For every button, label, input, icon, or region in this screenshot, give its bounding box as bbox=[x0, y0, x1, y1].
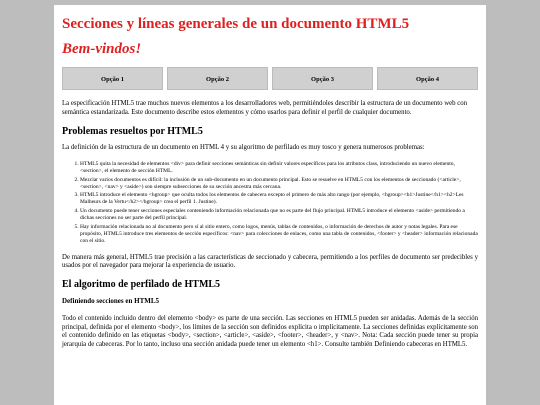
menu-option-2[interactable]: Opção 2 bbox=[167, 67, 268, 90]
menu-option-1[interactable]: Opção 1 bbox=[62, 67, 163, 90]
document-page bbox=[54, 5, 486, 405]
list-item: 3. HTML5 introduce el elemento <hgroup> que oculta todos los elementos de cabecera excepto el primero de más alto rango (por ejemplo, <hgroup><h1>Justine</h1><h2>Les Malheurs de la Vertu</h2></hgroup> crea el perfil 1. Justine). bbox=[80, 192, 478, 206]
problems-list bbox=[62, 161, 478, 245]
section-heading-algorithm: El algoritmo de perfilado de HTML5 bbox=[62, 278, 221, 290]
subsection-heading: Definiendo secciones en HTML5 bbox=[62, 296, 160, 305]
page-subtitle: Bem-vindos! bbox=[62, 41, 142, 57]
list-item: 1. HTML5 quita la necesidad de elementos <div> para definir secciones semánticas sin definir valores específicos para los atributos class, introduciendo un nuevo elemento, <section>, el elemento de sección HTML. bbox=[80, 161, 478, 175]
menu-option-3[interactable]: Opção 3 bbox=[272, 67, 373, 90]
list-item: 4. Un documento puede tener secciones especiales conteniendo información relacionada que no es parte del flujo principal. HTML5 introduce el elemento <aside> permitiendo a dichas secciones no ser parte del perfil principal. bbox=[80, 208, 478, 222]
closing-paragraph: De manera más general, HTML5 trae precisión a las características de seccionado y cabecera, permitiendo a los perfiles de documento ser predecibles y usados por el navegador para mejorar la experiencia de usuario. bbox=[62, 253, 478, 270]
list-item: 2. Mezclar varios documentos es difícil: la inclusión de un sub-documento en un documento principal. Esto se resuelve en HTML5 con los elementos de seccionado (<article>, <section>, <nav> y <aside>) son siempre subsecciones de su sección ancestra más cercana. bbox=[80, 177, 478, 191]
sections-paragraph: Todo el contenido incluido dentro del elemento <body> es parte de una sección. Las secciones en HTML5 pueden ser anidadas. Además de la sección principal, definida por el elemento <body>, los límites de la sección son definidos explícita o implícitamente. La secciones definidas explícitamente son el contenido definido en las etiquetas <body>, <section>, <article>, <aside>, <footer>, <header>, y <nav>. Nota: Cada sección puede tener su propia jerarquía de cabeceras. Por lo tanto, incluso una sección anidada puede tener un elemento <h1>. Consulte también Definiendo cabeceras en HTML5. bbox=[62, 314, 478, 348]
list-item: 5. Hay información relacionada no al documento pero sí al sitio entero, como logos, menús, tablas de contenidos, o información de derechos de autor y notas legales. Para ese propósito, HTML5 introduce tres elementos de sección específicos: <nav> para colecciones de enlaces, como una tabla de contenidos, <footer> y <header> información relacionada con el sitio. bbox=[80, 224, 478, 245]
section-heading-problems: Problemas resueltos por HTML5 bbox=[62, 126, 203, 138]
menu-option-4[interactable]: Opção 4 bbox=[377, 67, 478, 90]
intro-paragraph: La especificación HTML5 trae muchos nuevos elementos a los desarrolladores web, permitiéndoles describir la estructura de un documento web con semántica estandarizada. Este documento describe estos elementos y cómo usarlos para definir el perfil de cualquier documento. bbox=[62, 100, 468, 116]
menu-bar bbox=[62, 67, 478, 90]
page-title: Secciones y líneas generales de un documento HTML5 bbox=[62, 16, 410, 32]
problems-intro-paragraph: La definición de la estructura de un documento en HTML 4 y su algoritmo de perfilado es muy tosco y genera numerosos problemas: bbox=[62, 144, 425, 152]
